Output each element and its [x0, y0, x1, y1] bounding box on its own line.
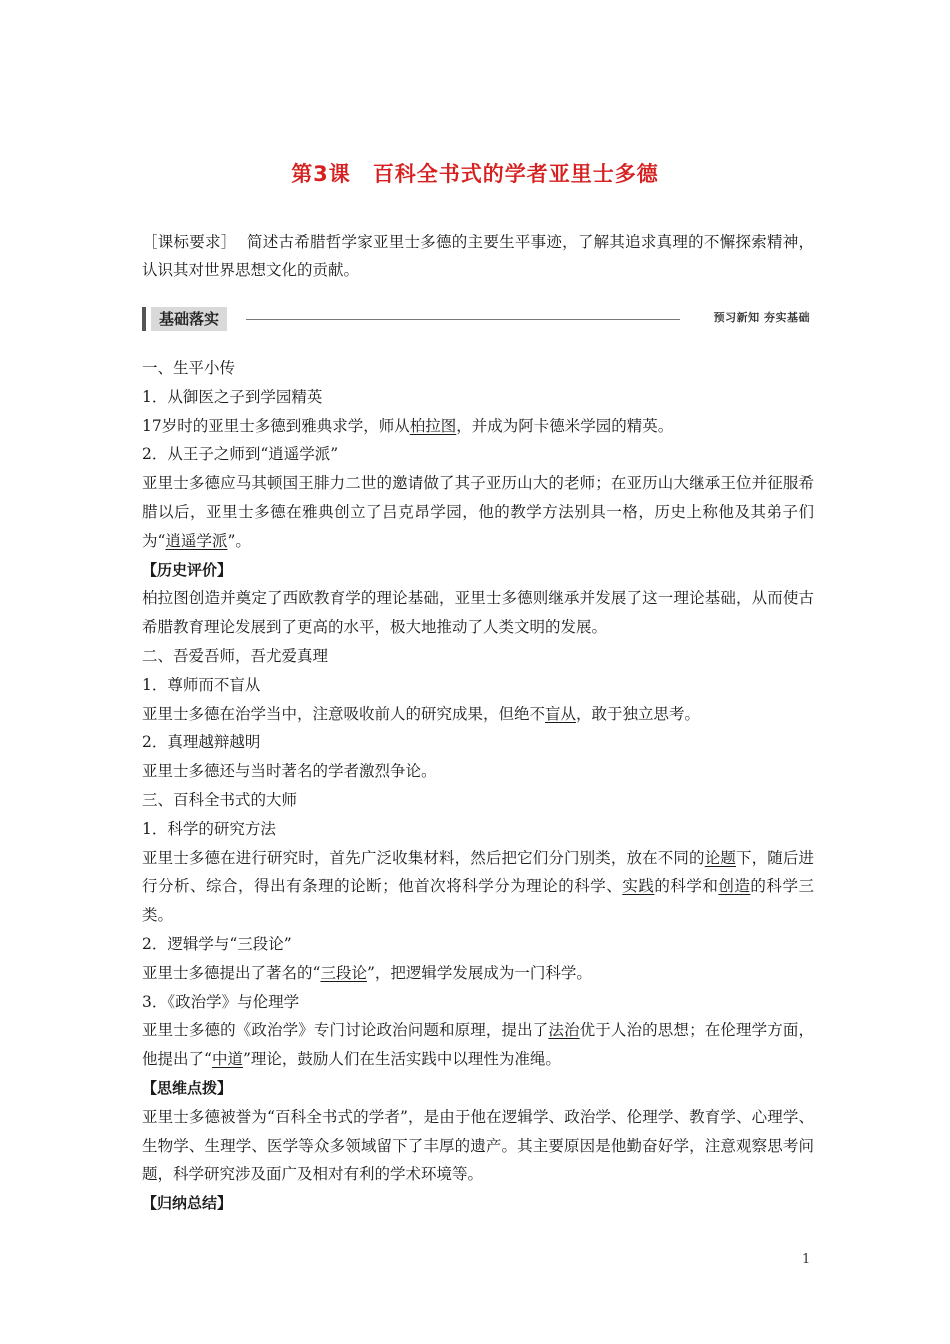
key-term-syllogism: 三段论	[320, 963, 367, 982]
subheading-1-2: 2．从王子之师到“逍遥学派”	[142, 445, 339, 464]
paragraph-3-3	[142, 1016, 814, 1074]
text-run: 优于人治的思想；在伦理学方面，他提出了“	[142, 1021, 814, 1069]
text-run: ，敢于独立思考。	[576, 704, 701, 723]
paragraph-1-1	[142, 412, 814, 441]
banner-divider	[246, 319, 680, 320]
subheading-1-1: 1．从御医之子到学园精英	[142, 387, 323, 406]
paragraph-3-2	[142, 959, 814, 988]
section-heading-2: 二、吾爱吾师，吾尤爱真理	[142, 646, 329, 665]
subheading-3-2: 2．逻辑学与“三段论”	[142, 934, 292, 953]
history-evaluation-heading: 【历史评价】	[142, 560, 233, 579]
section-banner	[142, 305, 810, 333]
key-term-creation: 创造	[718, 877, 751, 896]
page-number: 1	[802, 1252, 811, 1267]
key-term-practice: 实践	[622, 877, 655, 896]
requirement-text: 简述古希腊哲学家亚里士多德的主要生平事迹，了解其追求真理的不懈探索精神，认识其对世界思想文化的贡献。	[142, 233, 814, 279]
curriculum-requirement	[142, 228, 814, 284]
banner-accent-bar	[142, 307, 146, 331]
paragraph-2-2: 亚里士多德还与当时著名的学者激烈争论。	[142, 762, 437, 781]
text-run: 亚里士多德提出了著名的“	[142, 963, 321, 982]
paragraph-3-1	[142, 844, 814, 930]
key-term-plato: 柏拉图	[409, 416, 457, 435]
key-term-golden-mean: 中道	[211, 1050, 243, 1069]
text-run: ”。	[227, 531, 251, 550]
text-run: ”理论，鼓励人们在生活实践中以理性为准绳。	[242, 1050, 561, 1069]
text-run: 亚里士多德在进行研究时，首先广泛收集材料，然后把它们分门别类，放在不同的	[142, 848, 705, 867]
key-term-rule-of-law: 法治	[548, 1021, 580, 1040]
section-heading-3: 三、百科全书式的大师	[142, 790, 298, 809]
text-run: 亚里士多德在治学当中，注意吸收前人的研究成果，但绝不	[142, 704, 546, 723]
thinking-tips-heading: 【思维点拨】	[142, 1078, 233, 1097]
text-run: ，并成为阿卡德米学园的精英。	[456, 416, 674, 435]
text-run: 17岁时的亚里士多德到雅典求学，师从	[142, 416, 410, 435]
paragraph-1-2	[142, 469, 814, 555]
section-heading-1: 一、生平小传	[142, 359, 236, 377]
lesson-name: 百科全书式的学者亚里士多德	[372, 162, 659, 186]
subheading-2-2: 2．真理越辩越明	[142, 733, 261, 752]
text-run: ”，把逻辑学发展成为一门科学。	[366, 963, 592, 982]
subheading-3-3: 3．《政治学》与伦理学	[142, 992, 300, 1011]
main-content	[142, 354, 814, 1218]
lesson-number: 第3课	[291, 162, 351, 186]
text-run: 的科学和	[654, 877, 719, 896]
page-title	[0, 158, 950, 188]
key-term-blind-follow: 盲从	[545, 704, 577, 723]
text-run: 下，随后进行分析、综合，得出有条理的论断；他首次将科学分为理论的科学、	[142, 848, 814, 896]
key-term-peripatetic: 逍遥学派	[165, 531, 228, 550]
key-term-topic: 论题	[704, 848, 736, 867]
subheading-3-1: 1．科学的研究方法	[142, 819, 276, 838]
paragraph-2-1	[142, 700, 814, 729]
banner-tag: 预习新知 夯实基础	[713, 311, 810, 324]
banner-label: 基础落实	[151, 307, 227, 331]
text-run: 的科学三类。	[142, 877, 814, 925]
history-evaluation-text: 柏拉图创造并奠定了西欧教育学的理论基础，亚里士多德则继承并发展了这一理论基础，从而使古希腊教育理论发展到了更高的水平，极大地推动了人类文明的发展。	[142, 589, 814, 637]
text-run: 亚里士多德应马其顿国王腓力二世的邀请做了其子亚历山大的老师；在亚历山大继承王位并征服希腊以后，亚里士多德在雅典创立了吕克昂学园，他的教学方法别具一格，历史上称他及其弟子们为“	[142, 474, 814, 550]
subheading-2-1: 1．尊师而不盲从	[142, 675, 261, 694]
requirement-label: ［课标要求］	[142, 233, 237, 251]
text-run: 亚里士多德的《政治学》专门讨论政治问题和原理，提出了	[142, 1021, 549, 1040]
thinking-tips-text: 亚里士多德被誉为“百科全书式的学者”，是由于他在逻辑学、政治学、伦理学、教育学、心理学、生物学、生理学、医学等众多领域留下了丰厚的遗产。其主要原因是他勤奋好学，注意观察思考问题，科学研究涉及面广及相对有利的学术环境等。	[142, 1107, 814, 1184]
summary-heading: 【归纳总结】	[142, 1194, 233, 1213]
